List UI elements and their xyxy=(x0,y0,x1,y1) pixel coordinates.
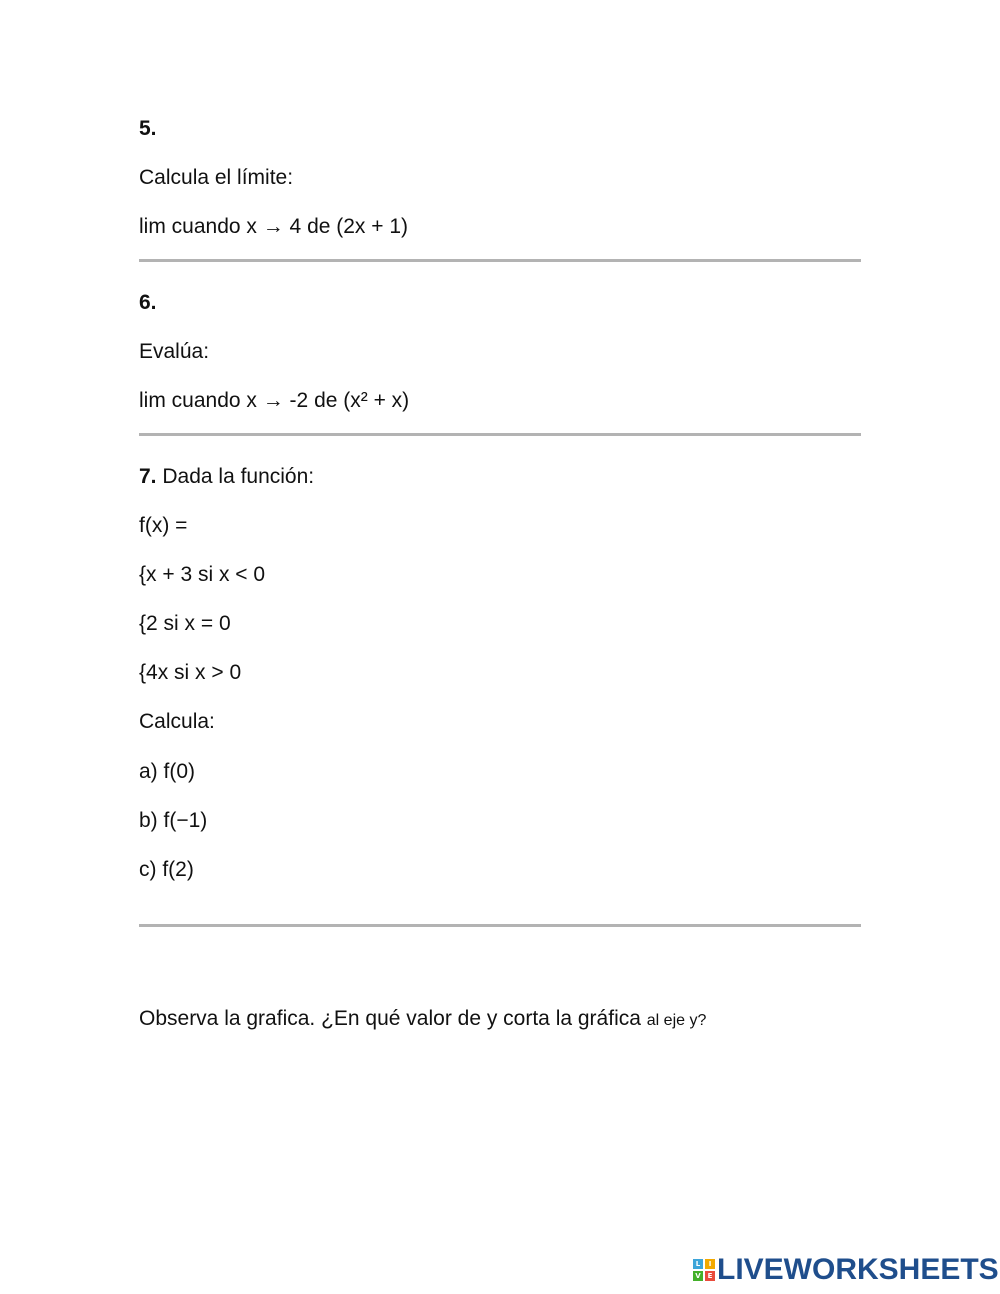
graph-question xyxy=(139,1006,706,1034)
question-7-number: 7. xyxy=(139,465,157,488)
function-line-4: {4x si x > 0 xyxy=(139,661,242,684)
logo-mark-l: L xyxy=(693,1259,703,1269)
logo-text: LIVEWORKSHEETS xyxy=(717,1253,999,1286)
function-line-3: {2 si x = 0 xyxy=(139,612,231,635)
question-6-number: 6. xyxy=(139,291,157,314)
divider-1 xyxy=(139,259,861,262)
graph-question-small: al eje y? xyxy=(646,1012,707,1029)
part-c: c) f(2) xyxy=(139,858,194,881)
liveworksheets-logo xyxy=(693,1255,999,1285)
logo-mark-icon xyxy=(693,1259,715,1281)
divider-3 xyxy=(139,924,861,927)
question-7-header xyxy=(139,464,314,490)
function-line-1: f(x) = xyxy=(139,514,188,537)
question-5-expression: lim cuando x → 4 de (2x + 1) xyxy=(139,215,409,238)
logo-mark-v: V xyxy=(693,1271,703,1281)
question-7-intro: Dada la función: xyxy=(162,465,315,488)
part-a: a) f(0) xyxy=(139,760,196,783)
part-b: b) f(−1) xyxy=(139,809,208,832)
graph-question-main: Observa la grafica. ¿En qué valor de y corta la gráfica xyxy=(139,1007,641,1030)
question-5-instruction: Calcula el límite: xyxy=(139,166,294,189)
question-6-expression: lim cuando x → -2 de (x² + x) xyxy=(139,389,410,412)
question-5-number: 5. xyxy=(139,117,157,140)
divider-2 xyxy=(139,433,861,436)
question-6-instruction: Evalúa: xyxy=(139,340,210,363)
calc-label: Calcula: xyxy=(139,710,215,733)
logo-mark-i: I xyxy=(705,1259,715,1269)
function-line-2: {x + 3 si x < 0 xyxy=(139,563,266,586)
logo-mark-e: E xyxy=(705,1271,715,1281)
